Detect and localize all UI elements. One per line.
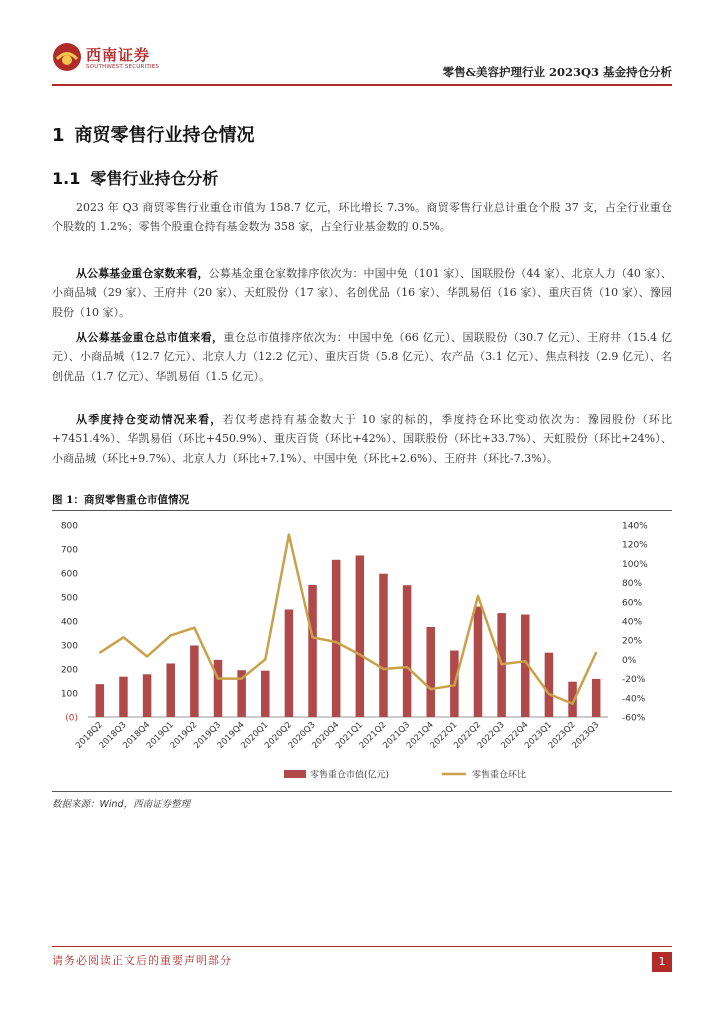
bar-2018Q4	[143, 674, 152, 717]
y-right-tick-label: 80%	[622, 579, 643, 590]
line-point-2023Q2	[572, 703, 574, 705]
header-divider	[52, 84, 672, 86]
x-tick-label: 2018Q3	[97, 720, 129, 751]
paragraph-body: 公募基金重仓家数排序依次为：中国中免（101 家）、国联股份（44 家）、北京人力（40 家）、小商品城（29 家）、王府井（20 家）、天虹股份（17 家）、名创优品（16 家）、华凯易佰（16 家）、重庆百货（10 家）、豫园股份（10 家）。	[52, 267, 672, 319]
bar-2023Q3	[592, 679, 601, 717]
y-left-tick-label: (0)	[65, 713, 78, 724]
retail-holdings-chart	[52, 512, 672, 790]
y-left-tick-label: 600	[60, 569, 78, 580]
bar-2021Q3	[403, 585, 412, 717]
y-right-tick-label: -40%	[622, 694, 646, 705]
x-tick-label: 2022Q2	[452, 720, 484, 751]
logo-mark-icon	[52, 42, 82, 72]
footer-disclaimer: 请务必阅读正文后的重要声明部分	[52, 954, 232, 967]
subsection-title: 零售行业持仓分析	[90, 169, 219, 188]
line-point-2018Q2	[99, 652, 101, 654]
x-tick-label: 2020Q2	[263, 720, 295, 751]
y-left-tick-label: 200	[60, 665, 78, 676]
x-tick-label: 2020Q1	[239, 720, 271, 751]
x-tick-label: 2023Q3	[570, 720, 602, 751]
section-heading-1	[52, 121, 255, 147]
line-point-2019Q1	[170, 635, 172, 637]
y-left-tick-label: 700	[60, 545, 78, 556]
bar-2021Q1	[356, 555, 365, 717]
figure-source: 数据来源：Wind，西南证券整理	[52, 799, 191, 810]
y-left-tick-label: 300	[60, 641, 78, 652]
x-tick-label: 2022Q1	[428, 720, 460, 751]
x-tick-label: 2020Q3	[286, 720, 318, 751]
line-point-2021Q1	[359, 654, 361, 656]
legend-label-line: 零售重仓环比	[472, 770, 527, 781]
x-tick-label: 2023Q1	[523, 720, 555, 751]
x-tick-label: 2018Q2	[74, 720, 105, 751]
x-tick-label: 2019Q4	[215, 720, 247, 751]
figure-bottom-rule	[52, 791, 672, 792]
line-point-2022Q2	[477, 595, 479, 597]
subsection-heading-1-1	[52, 166, 218, 189]
bar-2021Q2	[379, 574, 388, 717]
y-right-tick-label: 0%	[622, 655, 637, 666]
line-point-2022Q3	[501, 663, 503, 665]
x-tick-label: 2021Q4	[404, 720, 436, 751]
line-point-2021Q3	[406, 666, 408, 668]
page-number: 1	[652, 952, 672, 972]
bar-2022Q2	[474, 607, 483, 717]
line-point-2020Q4	[335, 641, 337, 643]
bar-2019Q2	[190, 645, 199, 717]
paragraph-body: 重仓总市值排序依次为：中国中免（66 亿元）、国联股份（30.7 亿元）、王府井（15.4 亿元）、小商品城（12.7 亿元）、北京人力（12.2 亿元）、重庆百货（5.8 亿元）、农产品（3.1 亿元）、焦点科技（2.9 亿元）、名创优品（1.7 亿元）、华凯易佰（1.5 亿元）。	[52, 331, 673, 383]
bar-2021Q4	[426, 627, 435, 717]
line-point-2021Q4	[430, 688, 432, 690]
line-point-2020Q2	[288, 534, 290, 536]
bar-2020Q2	[285, 609, 294, 717]
line-point-2022Q1	[454, 685, 456, 687]
x-tick-label: 2023Q2	[546, 720, 578, 751]
footer-divider	[52, 946, 672, 947]
legend-label-bar: 零售重仓市值(亿元)	[310, 770, 390, 781]
section-number: 1	[52, 125, 65, 146]
y-right-tick-label: 120%	[622, 540, 648, 551]
line-point-2021Q2	[383, 668, 385, 670]
x-tick-label: 2020Q4	[310, 720, 342, 751]
paragraph-lead: 从季度持仓变动情况来看，	[76, 413, 223, 426]
x-tick-label: 2022Q4	[499, 720, 531, 751]
company-logo	[52, 42, 162, 78]
paragraph-holder-count	[52, 264, 672, 322]
line-point-2023Q1	[548, 693, 550, 695]
line-point-2019Q3	[217, 678, 219, 680]
line-point-2019Q2	[194, 627, 196, 629]
line-point-2019Q4	[241, 678, 243, 680]
paragraph-lead: 从公募基金重仓家数来看，	[76, 267, 209, 280]
y-left-tick-label: 800	[60, 521, 78, 532]
section-title: 商贸零售行业持仓情况	[74, 125, 255, 146]
bar-2023Q1	[545, 653, 554, 717]
legend-swatch-bar	[284, 770, 306, 778]
line-point-2020Q1	[264, 659, 266, 661]
brand-name-cn: 西南证券	[86, 46, 151, 64]
paragraph-quarterly-change	[52, 410, 672, 468]
bar-2019Q3	[214, 660, 223, 717]
y-left-tick-label: 100	[60, 689, 78, 700]
paragraph-holding-value	[52, 328, 672, 386]
line-point-2023Q3	[595, 652, 597, 654]
y-right-tick-label: -20%	[622, 675, 646, 686]
page-header	[0, 0, 724, 92]
chart-svg	[52, 512, 672, 790]
y-right-tick-label: 140%	[622, 521, 648, 532]
paragraph-body: 若仅考虑持有基金数大于 10 家的标的，季度持仓环比变动依次为：豫园股份（环比+7451.4%）、华凯易佰（环比+450.9%）、重庆百货（环比+42%）、国联股份（环比+33.7%）、天虹股份（环比+24%）、小商品城（环比+9.7%）、北京人力（环比+7.1%）、中国中免（环比+2.6%）、王府井（环比-7.3%）。	[52, 413, 672, 465]
x-tick-label: 2019Q2	[168, 720, 200, 751]
y-right-tick-label: 20%	[622, 636, 643, 647]
line-point-2022Q4	[524, 661, 526, 663]
x-tick-label: 2021Q3	[381, 720, 413, 751]
bar-2020Q1	[261, 671, 270, 717]
subsection-number: 1.1	[52, 169, 81, 188]
y-right-tick-label: 40%	[622, 617, 643, 628]
y-right-tick-label: 60%	[622, 598, 643, 609]
x-tick-label: 2021Q2	[357, 720, 389, 751]
y-left-tick-label: 400	[60, 617, 78, 628]
line-point-2020Q3	[312, 637, 314, 639]
x-tick-label: 2022Q3	[475, 720, 507, 751]
bar-2018Q2	[96, 684, 105, 717]
figure-caption: 图 1：商贸零售重仓市值情况	[52, 494, 189, 506]
bar-2020Q3	[308, 585, 317, 717]
figure-top-rule	[52, 510, 672, 511]
y-right-tick-label: 100%	[622, 559, 648, 570]
y-left-tick-label: 500	[60, 593, 78, 604]
paragraph-lead: 从公募基金重仓总市值来看，	[76, 331, 224, 344]
x-tick-label: 2018Q4	[121, 720, 153, 751]
line-point-2018Q4	[146, 656, 148, 658]
bar-2020Q4	[332, 560, 341, 717]
bar-2019Q1	[166, 663, 175, 717]
paragraph-summary: 2023 年 Q3 商贸零售行业重仓市值为 158.7 亿元，环比增长 7.3%。商贸零售行业总计重仓个股 37 支，占全行业重仓个股数的 1.2%；零售个股重仓持有基金数为 358 家，占全行业基金数的 0.5%。	[52, 201, 672, 234]
x-tick-label: 2019Q3	[192, 720, 224, 751]
document-title: 零售&美容护理行业 2023Q3 基金持仓分析	[442, 65, 672, 79]
bar-2018Q3	[119, 677, 128, 717]
x-tick-label: 2021Q1	[334, 720, 365, 751]
y-right-tick-label: -60%	[622, 713, 646, 724]
line-point-2018Q3	[123, 637, 125, 639]
brand-name-en: SOUTHWEST SECURITIES	[86, 64, 160, 70]
x-tick-label: 2019Q1	[144, 720, 176, 751]
